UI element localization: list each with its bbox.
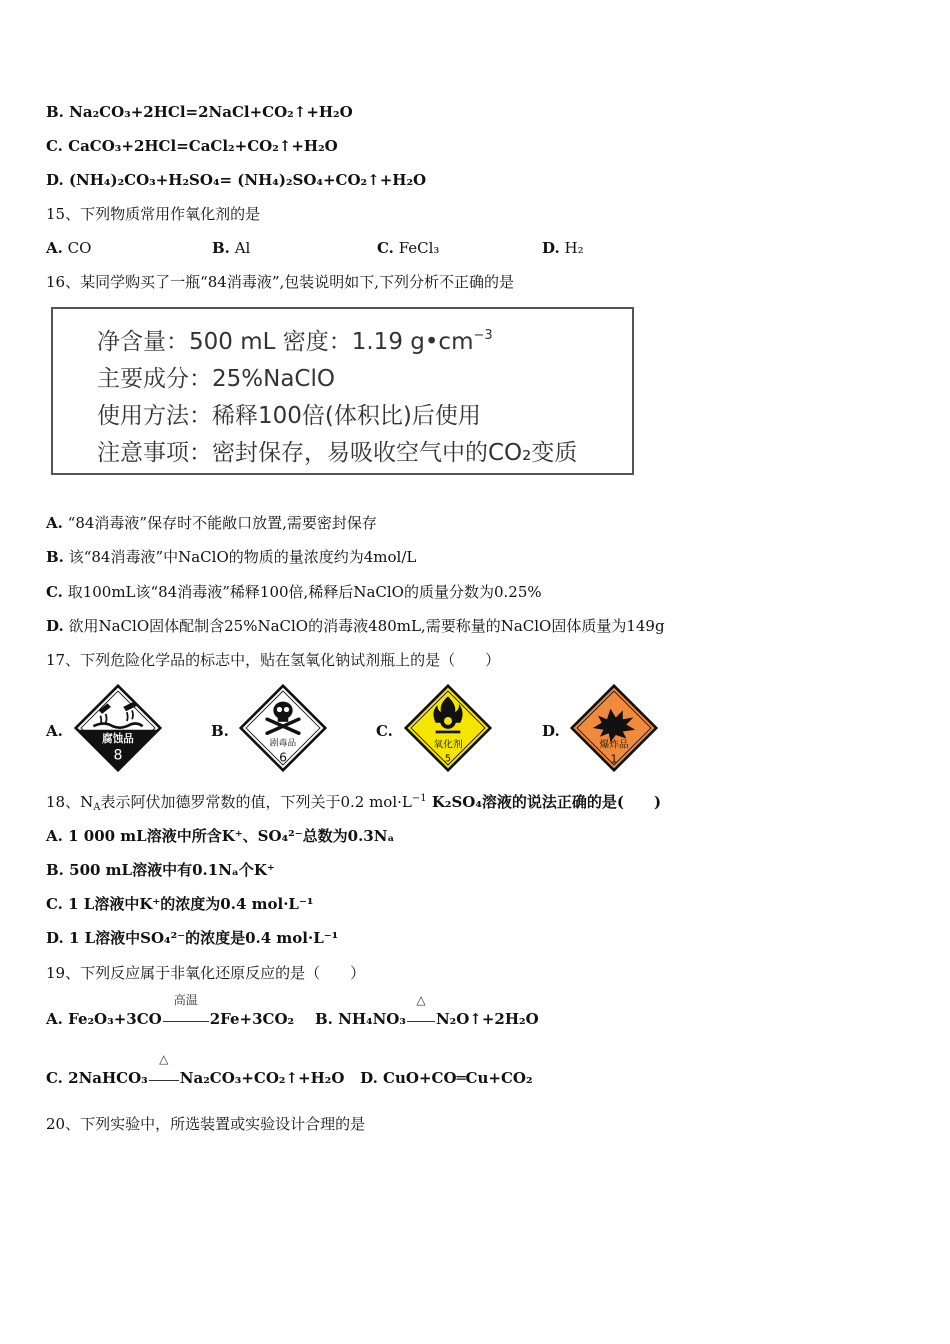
sign-text: 腐蚀品	[102, 733, 134, 746]
label-line-1: 净含量：500 mL 密度：1.19 $g•cm^{-3}$	[97, 328, 493, 355]
label-line-4: 注意事项：密封保存，易吸收空气中的CO₂变质	[97, 440, 578, 466]
option-label: C.	[46, 137, 63, 155]
q14-option-d	[46, 170, 426, 190]
option-text: Na₂CO₃+2HCl=2NaCl+CO₂↑+H₂O	[69, 103, 353, 121]
q15-option-d: D. H₂	[542, 239, 584, 257]
q17-option-b-label: B.	[211, 722, 229, 740]
reaction-arrow: 高温	[163, 1010, 209, 1024]
q19-options-cd	[46, 1052, 533, 1088]
q18-stem: 18、$N_A$表示阿伏加德罗常数的值，下列关于0.2 $mol\cdot L^{-1}$ K₂SO₄溶液的说法正确的是( )	[46, 793, 662, 813]
sign-number: 5	[444, 753, 452, 765]
q16-option-a: A. “84消毒液”保存时不能敞口放置,需要密封保存	[46, 514, 377, 532]
q16-option-b: B. 该“84消毒液”中NaClO的物质的量浓度约为4mol/L	[46, 548, 417, 566]
q15-option-c: C. FeCl₃	[377, 239, 440, 257]
option-text: CaCO₃+2HCl=CaCl₂+CO₂↑+H₂O	[68, 137, 338, 155]
q19-stem: 19、下列反应属于非氧化还原反应的是（ ）	[46, 964, 366, 982]
option-label: D.	[46, 171, 64, 189]
q18-option-b: B. 500 mL溶液中有0.1Nₐ个K⁺	[46, 861, 275, 879]
q19-options-ab	[46, 993, 539, 1029]
sign-number: 8	[113, 747, 123, 764]
q18-option-c: C. 1 L溶液中K⁺的浓度为0.4 mol·L⁻¹	[46, 895, 314, 913]
sign-text: 爆炸品	[599, 739, 629, 751]
label-line-3: 使用方法：稀释100倍(体积比)后使用	[97, 403, 481, 429]
q15-option-b: B. Al	[212, 239, 251, 257]
product-label-box	[51, 307, 634, 475]
sign-text: 剧毒品	[269, 738, 297, 749]
q16-option-c: C. 取100mL该“84消毒液”稀释100倍,稀释后NaClO的质量分数为0.25%	[46, 583, 542, 601]
q17-stem: 17、下列危险化学品的标志中，贴在氢氧化钠试剂瓶上的是（ ）	[46, 651, 501, 669]
option-label: B.	[46, 103, 64, 121]
label-line-2: 主要成分：25%NaClO	[97, 366, 335, 392]
q19-option-d: D. CuO+CO═Cu+CO₂	[360, 1069, 533, 1087]
oxidizer-hazard-sign	[404, 684, 492, 772]
q16-option-d: D. 欲用NaClO固体配制含25%NaClO的消毒液480mL,需要称量的NaClO固体质量为149g	[46, 617, 665, 635]
q15-option-a: A. CO	[46, 239, 92, 257]
corrosive-hazard-sign	[74, 684, 162, 772]
q17-option-c-label: C.	[376, 722, 393, 740]
q14-option-c	[46, 136, 338, 156]
toxic-hazard-sign	[239, 684, 327, 772]
q17-option-d-label: D.	[542, 722, 560, 740]
q15-options	[46, 238, 906, 258]
q19-option-b: B. NH₄NO₃ △ N₂O↑+2H₂O	[314, 993, 539, 1028]
reaction-arrow: △	[149, 1069, 179, 1083]
q15-stem: 15、下列物质常用作氧化剂的是	[46, 205, 261, 223]
q16-stem: 16、某同学购买了一瓶“84消毒液”,包装说明如下,下列分析不正确的是	[46, 273, 515, 291]
q20-stem: 20、下列实验中，所选装置或实验设计合理的是	[46, 1115, 366, 1133]
q18-option-d: D. 1 L溶液中SO₄²⁻的浓度是0.4 mol·L⁻¹	[46, 929, 339, 947]
q18-option-a: A. 1 000 mL溶液中所含K⁺、SO₄²⁻总数为0.3Nₐ	[46, 827, 395, 845]
reaction-arrow: △	[407, 1010, 435, 1024]
sign-number: 6	[279, 750, 287, 765]
option-text: (NH₄)₂CO₃+H₂SO₄= (NH₄)₂SO₄+CO₂↑+H₂O	[68, 171, 427, 189]
explosive-hazard-sign	[570, 684, 658, 772]
q14-option-b	[46, 102, 353, 122]
q19-option-a: A. Fe₂O₃+3CO 高温 2Fe+3CO₂	[46, 993, 295, 1028]
sign-text: 氧化剂	[433, 739, 463, 751]
q17-option-a-label: A.	[46, 722, 63, 740]
sign-number: 1	[610, 753, 618, 766]
q19-option-c: C. 2NaHCO₃ △ Na₂CO₃+CO₂↑+H₂O	[46, 1052, 345, 1087]
